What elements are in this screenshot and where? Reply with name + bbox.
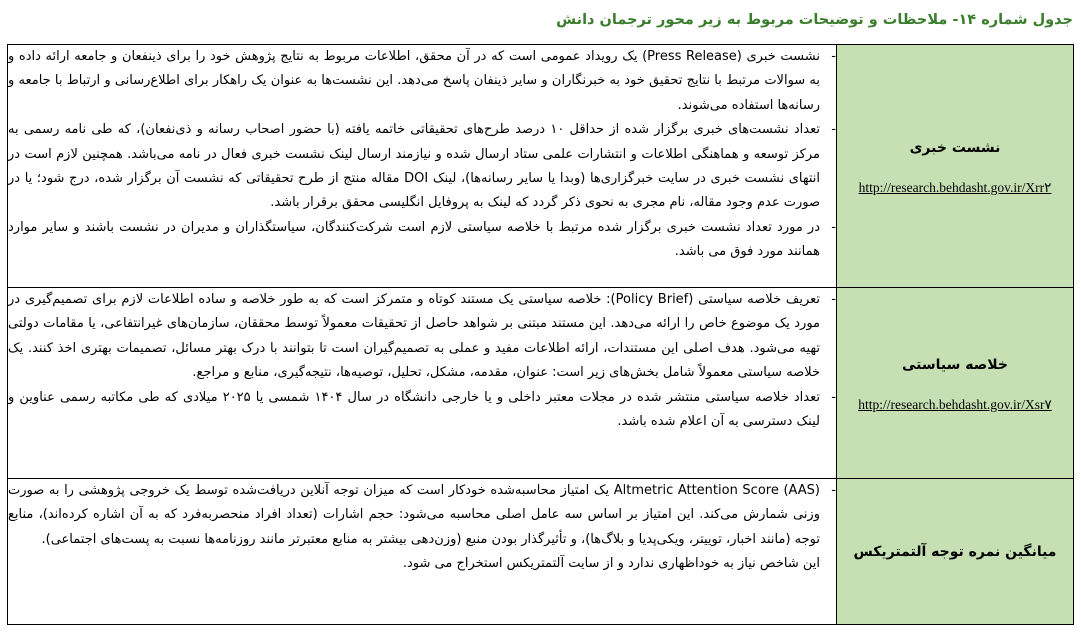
notes-table bbox=[7, 44, 1074, 625]
row-label-cell bbox=[837, 45, 1074, 288]
bullet-paragraph: - تعداد نشست‌های خبری برگزار شده از حداقل ۱۰ درصد طرح‌های تحقیقاتی خاتمه یافته (با حضور اصحاب رسانه و ذی‌نفعان)، که طی نامه رسمی به مرکز توسعه و هماهنگی اطلاعات و انتشارات علمی ستاد ارسال شده و نیازمند ارسال لینک نشست خبری فعال در نامه می‌باشد. همچنین لازم است در انتهای نشست خبری در سایت خبرگزاری‌ها (وبدا یا سایر رسانه‌ها)، لینک DOI مقاله منتج از طرح تحقیقاتی که نشست آن برگزار شده، درج شود؛ یا در صورت عدم وجود مقاله، نام مجری به نحوی ذکر گردد که لینک به پروفایل انگلیسی محقق برقرار باشد. bbox=[8, 118, 836, 216]
bullet-paragraph: - در مورد تعداد نشست خبری برگزار شده مرتبط با خلاصه سیاستی لازم است شرکت‌کنندگان، سیاستگذاران و مدیران در نشست باشند و سایر موارد همانند مورد فوق می باشد. bbox=[8, 216, 836, 265]
bullet-paragraph: - تعریف خلاصه سیاستی (Policy Brief): خلاصه سیاستی یک مستند کوتاه و متمرکز است که به طور خلاصه و ساده اطلاعات لازم برای تصمیم‌گیری در مورد یک موضوع خاص را ارائه می‌دهد. این مستند مبتنی بر شواهد حاصل از تحقیقات معمولاً توسط محققان، سازمان‌های غیرانتفاعی، یا مقامات دولتی تهیه می‌شود. هدف اصلی این مستندات، ارائه اطلاعات مفید و عملی به تصمیم‌گیران است تا بتوانند با درک بهتر مسائل، تصمیمات بهتری اخذ کنند. یک خلاصه سیاستی معمولاً شامل بخش‌های زیر است: عنوان، مقدمه، مشکل، تحلیل، توصیه‌ها، نتیجه‌گیری، منابع و مراجع. bbox=[8, 288, 836, 386]
row-content bbox=[8, 288, 837, 479]
table-title: جدول شماره ۱۴- ملاحظات و توضیحات مربوط به زیر محور ترجمان دانش bbox=[556, 12, 1073, 28]
table-row bbox=[8, 288, 1074, 479]
row-label: میانگین نمره توجه آلتمتریکس bbox=[853, 543, 1057, 560]
row-link[interactable]: http://research.behdasht.gov.ir/Xrr۲ bbox=[858, 179, 1052, 195]
bullet-paragraph: - نشست خبری (Press Release) یک رویداد عمومی است که در آن محقق، اطلاعات مربوط به نتایج پژوهش خود را برای ذینفعان و جامعه ارائه داده و به سوالات مرتبط با نتایج تحقیق خود به خبرنگاران و سایر ذینفان پاسخ می‌دهد. این نشست‌ها به عنوان یک راهکار برای اطلاع‌رسانی و ارتباط با جامعه و رسانه‌ها استفاده می‌شوند. bbox=[8, 45, 836, 118]
table-row bbox=[8, 479, 1074, 625]
bullet-paragraph: - تعداد خلاصه سیاستی منتشر شده در مجلات معتبر داخلی و یا خارجی دانشگاه در سال ۱۴۰۴ شمسی یا ۲۰۲۵ میلادی که طی مکاتبه رسمی عناوین و لینک دسترسی به آن اعلام شده باشد. bbox=[8, 386, 836, 435]
note-paragraph: این شاخص نیاز به خوداظهاری ندارد و از سایت آلتمتریکس استخراج می شود. bbox=[402, 556, 820, 572]
row-content bbox=[8, 45, 837, 288]
row-label-cell bbox=[837, 479, 1074, 625]
table-row bbox=[8, 45, 1074, 288]
row-label: نشست خبری bbox=[909, 139, 1001, 156]
row-link[interactable]: http://research.behdasht.gov.ir/Xsr۷ bbox=[858, 396, 1052, 412]
row-label: خلاصه سیاستی bbox=[902, 356, 1008, 373]
row-content bbox=[8, 479, 837, 625]
bullet-paragraph: - Altmetric Attention Score (AAS) یک امتیاز محاسبه‌شده خودکار است که میزان توجه آنلاین دریافت‌شده توسط یک خروجی پژوهشی را به صورت وزنی شمارش می‌کند. این امتیاز بر اساس سه عامل اصلی محاسبه می‌شود: حجم اشارات (تعداد افراد منحصربه‌فرد که به آن اشاره کرده‌اند)، منابع توجه (مانند اخبار، توییتر، ویکی‌پدیا و بلاگ‌ها)، و تأثیرگذار بودن منبع (وزن‌دهی بیشتر به منابع معتبرتر مانند روزنامه‌ها نسبت به پست‌های اجتماعی). bbox=[8, 479, 836, 552]
row-label-cell bbox=[837, 288, 1074, 479]
